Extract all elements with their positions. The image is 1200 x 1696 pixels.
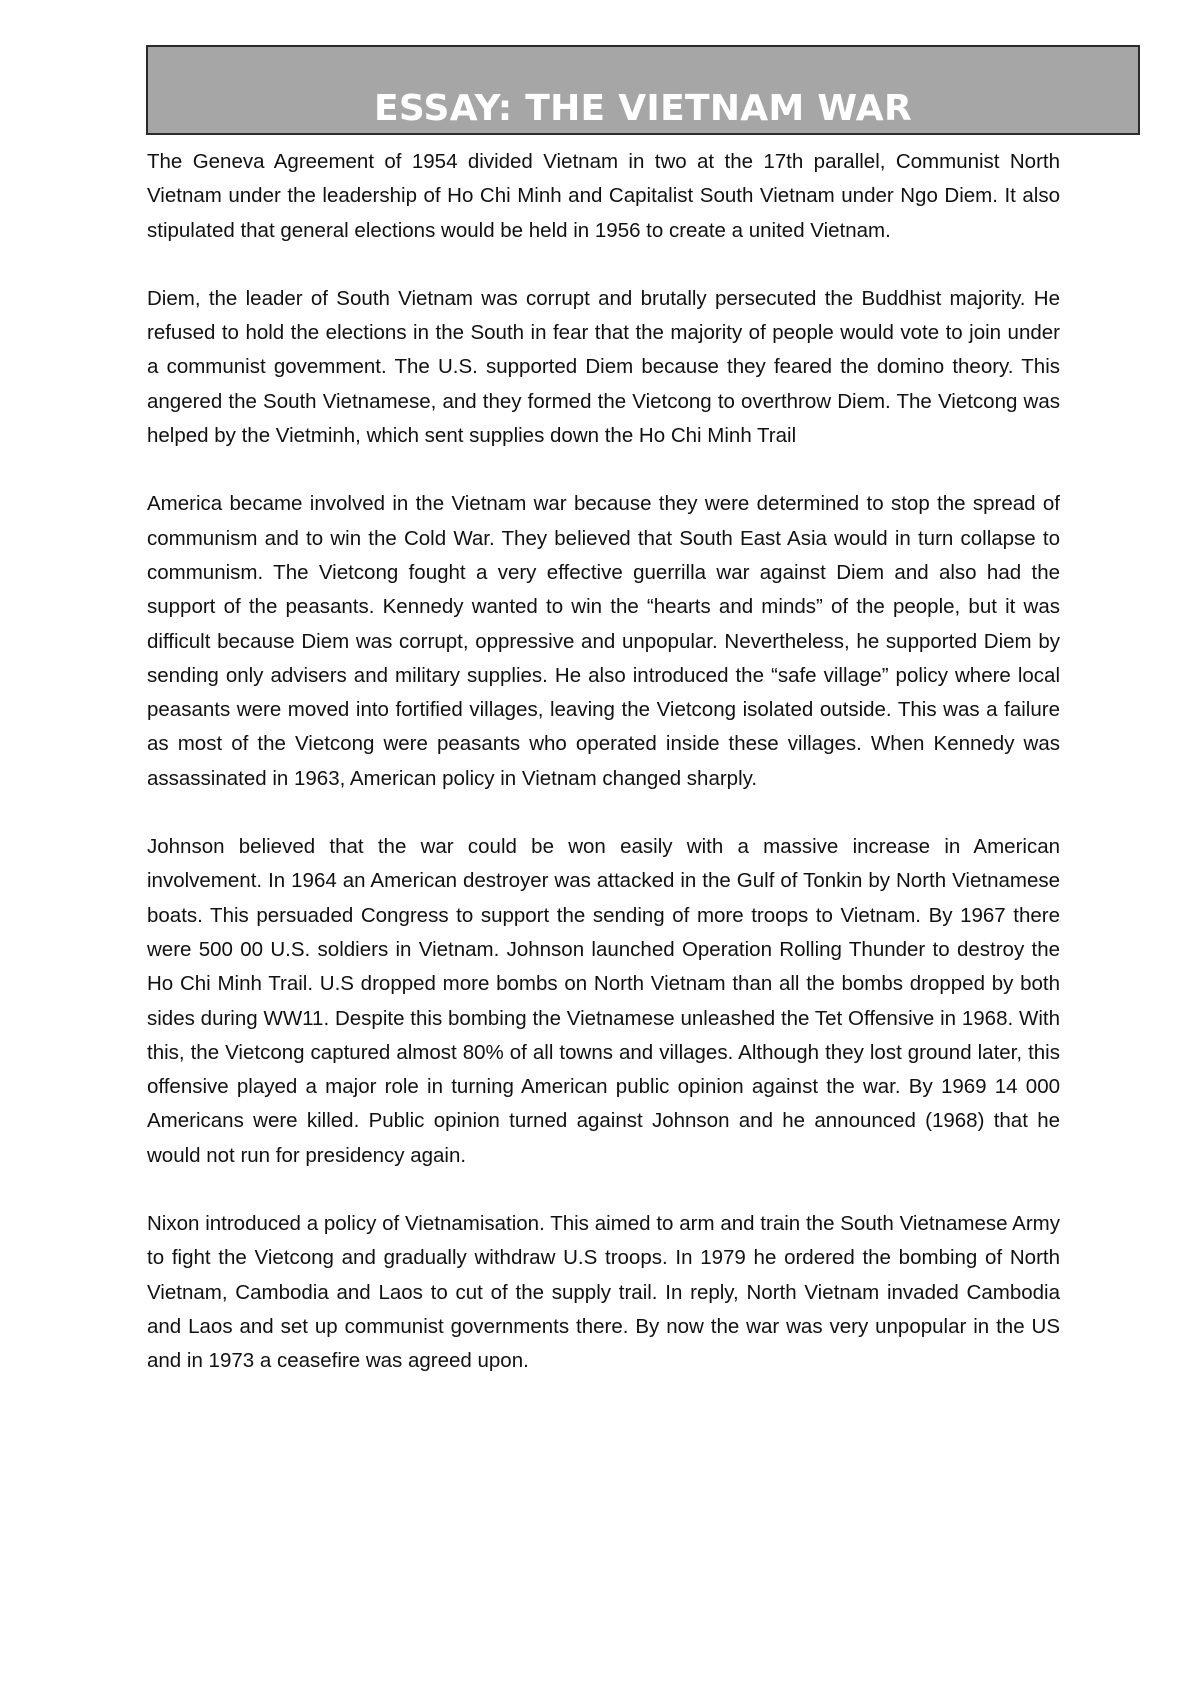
paragraph-johnson: Johnson believed that the war could be won easily with a massive increase in American involvement. In 1964 an American destroyer was attacked in the Gulf of Tonkin by North Vietnamese boats. This persuaded Congress to support the sending of more troops to Vietnam. By 1967 there were 500 00 U.S. soldiers in Vietnam. Johnson launched Operation Rolling Thunder to destroy the Ho Chi Minh Trail. U.S dropped more bombs on North Vietnam than all the bombs dropped by both sides during WW11. Despite this bombing the Vietnamese unleashed the Tet Offensive in 1968. With this, the Vietcong captured almost 80% of all towns and villages. Although they lost ground later, this offensive played a major role in turning American public opinion against the war. By 1969 14 000 Americans were killed. Public opinion turned against Johnson and he announced (1968) that he would not run for presidency again.	[147, 835, 1060, 1167]
paragraph-america-involvement: America became involved in the Vietnam war because they were determined to stop the spread of communism and to win the Cold War. They believed that South East Asia would in turn collapse to communism. The Vietcong fought a very effective guerrilla war against Diem and also had the support of the peasants. Kennedy wanted to win the “hearts and minds” of the people, but it was difficult because Diem was corrupt, oppressive and unpopular. Nevertheless, he supported Diem by sending only advisers and military supplies. He also introduced the “safe village” policy where local peasants were moved into fortified villages, leaving the Vietcong isolated outside. This was a failure as most of the Vietcong were peasants who operated inside these villages. When Kennedy was assassinated in 1963, American policy in Vietnam changed sharply.	[147, 492, 1060, 790]
essay-body	[147, 145, 1060, 1413]
paragraph-diem: Diem, the leader of South Vietnam was corrupt and brutally persecuted the Buddhist majority. He refused to hold the elections in the South in fear that the majority of people would vote to join under a communist govemment. The U.S. supported Diem because they feared the domino theory. This angered the South Vietnamese, and they formed the Vietcong to overthrow Diem. The Vietcong was helped by the Vietminh, which sent supplies down the Ho Chi Minh Trail	[147, 286, 1060, 448]
paragraph-nixon: Nixon introduced a policy of Vietnamisation. This aimed to arm and train the South Vietnamese Army to fight the Vietcong and gradually withdraw U.S troops. In 1979 he ordered the bombing of North Vietnam, Cambodia and Laos to cut of the supply trail. In reply, North Vietnam invaded Cambodia and Laos and set up communist governments there. By now the war was very unpopular in the US and in 1973 a ceasefire was agreed upon.	[147, 1212, 1060, 1373]
essay-title: ESSAY: THE VIETNAM WAR	[374, 88, 912, 129]
paragraph-geneva-agreement: The Geneva Agreement of 1954 divided Vietnam in two at the 17th parallel, Communist North Vietnam under the leadership of Ho Chi Minh and Capitalist South Vietnam under Ngo Diem. It also stipulated that general elections would be held in 1956 to create a united Vietnam.	[147, 150, 1060, 242]
title-banner	[146, 45, 1140, 135]
